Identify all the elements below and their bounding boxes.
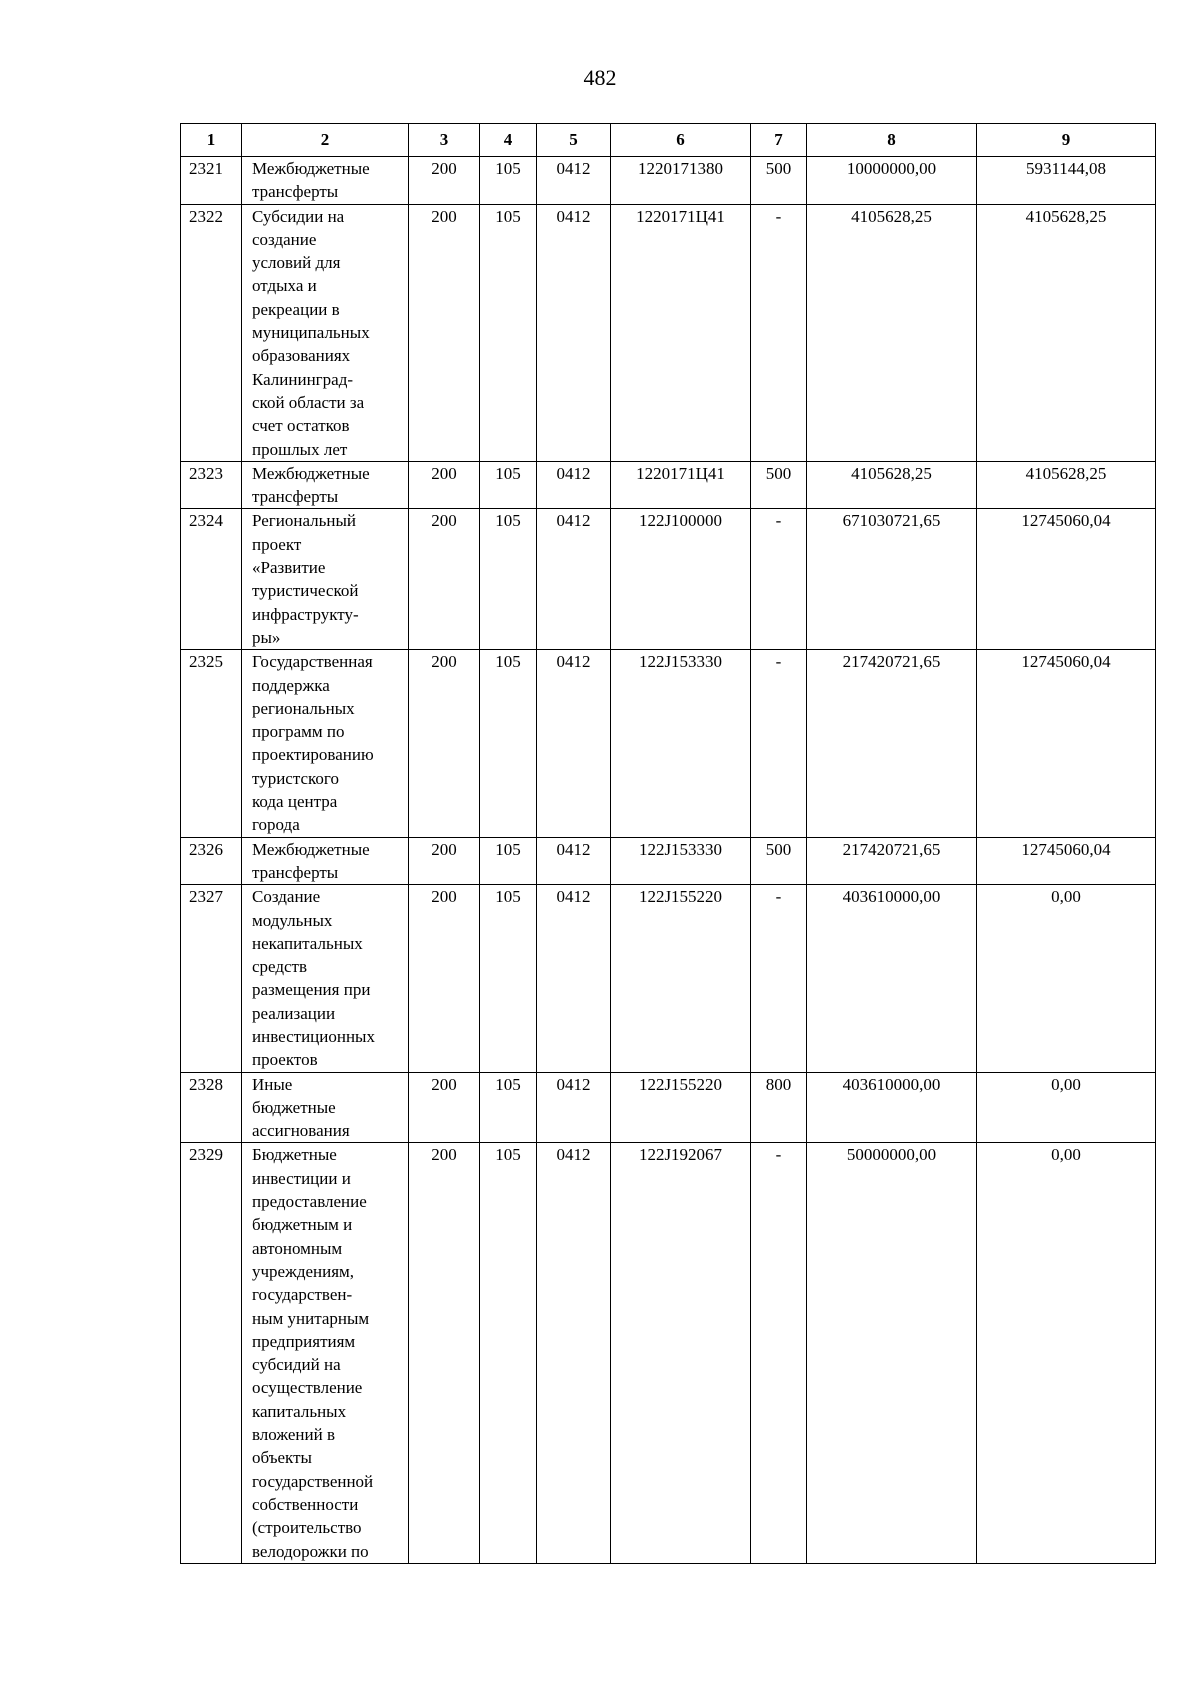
item-name-line: трансферты (252, 862, 339, 882)
header-cell-col-8: 8 (807, 124, 977, 157)
header-cell-col-3: 3 (409, 124, 480, 157)
col-5-cell: 0412 (537, 650, 611, 837)
item-name-line: ры» (252, 627, 281, 647)
col-8-cell: 10000000,00 (807, 157, 977, 205)
page-number: 482 (583, 65, 617, 90)
table-body (181, 157, 1156, 1564)
col-4-cell: 105 (480, 204, 537, 461)
row-number-cell: 2322 (181, 204, 242, 461)
item-name-line: автономным (252, 1238, 343, 1258)
col-4-cell: 105 (480, 509, 537, 650)
item-name-cell (242, 1143, 409, 1563)
col-9-cell: 5931144,08 (977, 157, 1156, 205)
header-cell-col-2: 2 (242, 124, 409, 157)
table-row (181, 837, 1156, 885)
col-4-cell: 105 (480, 1143, 537, 1563)
item-name-cell (242, 157, 409, 205)
col-7-cell: 500 (751, 837, 807, 885)
col-3-cell: 200 (409, 509, 480, 650)
col-6-cell: 1220171Ц41 (611, 461, 751, 509)
row-number-cell: 2328 (181, 1072, 242, 1143)
item-name-line: ассигнования (252, 1121, 350, 1141)
col-5-cell: 0412 (537, 1072, 611, 1143)
row-number-cell: 2326 (181, 837, 242, 885)
item-name-line: государствен- (252, 1285, 353, 1305)
item-name-line: проектированию (252, 745, 374, 765)
col-6-cell: 122J155220 (611, 885, 751, 1072)
budget-table (180, 123, 1156, 1564)
col-5-cell: 0412 (537, 509, 611, 650)
item-name-line: создание (252, 229, 317, 249)
item-name-line: Калининград- (252, 369, 354, 389)
header-cell-col-4: 4 (480, 124, 537, 157)
col-7-cell: - (751, 204, 807, 461)
item-name-line: проектов (252, 1050, 318, 1070)
col-6-cell: 1220171Ц41 (611, 204, 751, 461)
item-name-line: инвестиционных (252, 1026, 375, 1046)
col-3-cell: 200 (409, 461, 480, 509)
item-name-cell (242, 650, 409, 837)
item-name-line: прошлых лет (252, 439, 348, 459)
row-number-cell: 2327 (181, 885, 242, 1072)
header-cell-col-9: 9 (977, 124, 1156, 157)
col-7-cell: - (751, 885, 807, 1072)
item-name-line: бюджетные (252, 1097, 336, 1117)
header-cell-col-1: 1 (181, 124, 242, 157)
col-3-cell: 200 (409, 650, 480, 837)
item-name-line: модульных (252, 910, 333, 930)
item-name-line: Межбюджетные (252, 463, 370, 483)
col-8-cell: 50000000,00 (807, 1143, 977, 1563)
item-name-line: региональных (252, 698, 355, 718)
row-number-cell: 2323 (181, 461, 242, 509)
row-number-cell: 2325 (181, 650, 242, 837)
item-name-line: инвестиции и (252, 1168, 351, 1188)
item-name-line: образованиях (252, 346, 351, 366)
item-name-line: вложений в (252, 1425, 335, 1445)
item-name-line: субсидий на (252, 1355, 341, 1375)
item-name-line: Бюджетные (252, 1145, 337, 1165)
item-name-line: условий для (252, 253, 341, 273)
item-name-line: средств (252, 957, 308, 977)
table-row (181, 157, 1156, 205)
col-7-cell: - (751, 650, 807, 837)
col-8-cell: 403610000,00 (807, 885, 977, 1072)
item-name-line: капитальных (252, 1401, 347, 1421)
col-5-cell: 0412 (537, 204, 611, 461)
col-8-cell: 217420721,65 (807, 837, 977, 885)
item-name-line: предоставление (252, 1192, 367, 1212)
item-name-line: кода центра (252, 792, 338, 812)
item-name-line: Региональный (252, 511, 356, 531)
header-cell-col-6: 6 (611, 124, 751, 157)
item-name-line: Создание (252, 887, 321, 907)
col-3-cell: 200 (409, 885, 480, 1072)
col-9-cell: 12745060,04 (977, 509, 1156, 650)
table-row (181, 885, 1156, 1072)
item-name-line: поддержка (252, 675, 330, 695)
item-name-line: туристической (252, 581, 359, 601)
col-5-cell: 0412 (537, 157, 611, 205)
item-name-line: велодорожки по (252, 1541, 369, 1561)
item-name-line: учреждениям, (252, 1261, 355, 1281)
col-5-cell: 0412 (537, 885, 611, 1072)
item-name-line: инфраструкту- (252, 604, 359, 624)
col-5-cell: 0412 (537, 1143, 611, 1563)
item-name-cell (242, 509, 409, 650)
col-3-cell: 200 (409, 157, 480, 205)
item-name-cell (242, 885, 409, 1072)
item-name-line: Межбюджетные (252, 839, 370, 859)
col-6-cell: 122J155220 (611, 1072, 751, 1143)
table-row (181, 204, 1156, 461)
header-cell-col-7: 7 (751, 124, 807, 157)
item-name-line: (строительство (252, 1518, 362, 1538)
row-number-cell: 2329 (181, 1143, 242, 1563)
col-4-cell: 105 (480, 837, 537, 885)
item-name-line: бюджетным и (252, 1215, 353, 1235)
item-name-cell (242, 837, 409, 885)
row-number-cell: 2324 (181, 509, 242, 650)
item-name-line: осуществление (252, 1378, 363, 1398)
item-name-line: туристского (252, 768, 339, 788)
col-4-cell: 105 (480, 885, 537, 1072)
item-name-line: отдыха и (252, 276, 317, 296)
item-name-line: рекреации в (252, 299, 340, 319)
col-6-cell: 122J192067 (611, 1143, 751, 1563)
item-name-line: Межбюджетные (252, 159, 370, 178)
table-row (181, 650, 1156, 837)
item-name-cell (242, 1072, 409, 1143)
table-row (181, 1143, 1156, 1563)
col-8-cell: 671030721,65 (807, 509, 977, 650)
col-6-cell: 122J153330 (611, 837, 751, 885)
table-row (181, 509, 1156, 650)
item-name-line: размещения при (252, 980, 371, 1000)
col-7-cell: - (751, 509, 807, 650)
col-8-cell: 4105628,25 (807, 461, 977, 509)
item-name-line: объекты (252, 1448, 312, 1468)
item-name-line: «Развитие (252, 558, 326, 578)
item-name-line: Государственная (252, 652, 373, 672)
item-name-line: счет остатков (252, 416, 350, 436)
item-name-cell (242, 204, 409, 461)
col-3-cell: 200 (409, 204, 480, 461)
item-name-line: ным унитарным (252, 1308, 370, 1328)
table-header-row (181, 124, 1156, 157)
col-6-cell: 1220171380 (611, 157, 751, 205)
col-4-cell: 105 (480, 650, 537, 837)
item-name-line: государственной (252, 1471, 374, 1491)
col-8-cell: 4105628,25 (807, 204, 977, 461)
item-name-line: программ по (252, 722, 345, 742)
col-4-cell: 105 (480, 157, 537, 205)
col-4-cell: 105 (480, 461, 537, 509)
col-9-cell: 12745060,04 (977, 837, 1156, 885)
col-7-cell: - (751, 1143, 807, 1563)
row-number-cell: 2321 (181, 157, 242, 205)
item-name-line: предприятиям (252, 1331, 356, 1351)
col-8-cell: 217420721,65 (807, 650, 977, 837)
col-7-cell: 500 (751, 461, 807, 509)
table-row (181, 461, 1156, 509)
item-name-line: Иные (252, 1074, 293, 1094)
item-name-line: некапитальных (252, 933, 363, 953)
col-5-cell: 0412 (537, 461, 611, 509)
col-5-cell: 0412 (537, 837, 611, 885)
col-9-cell: 0,00 (977, 1143, 1156, 1563)
col-3-cell: 200 (409, 1143, 480, 1563)
col-9-cell: 12745060,04 (977, 650, 1156, 837)
col-9-cell: 4105628,25 (977, 204, 1156, 461)
col-7-cell: 500 (751, 157, 807, 205)
col-9-cell: 4105628,25 (977, 461, 1156, 509)
item-name-line: ской области за (252, 392, 365, 412)
col-9-cell: 0,00 (977, 1072, 1156, 1143)
item-name-line: собственности (252, 1494, 359, 1514)
col-7-cell: 800 (751, 1072, 807, 1143)
item-name-line: города (252, 815, 300, 835)
item-name-line: Субсидии на (252, 206, 345, 226)
item-name-line: проект (252, 534, 302, 554)
header-cell-col-5: 5 (537, 124, 611, 157)
col-9-cell: 0,00 (977, 885, 1156, 1072)
col-3-cell: 200 (409, 1072, 480, 1143)
col-3-cell: 200 (409, 837, 480, 885)
col-8-cell: 403610000,00 (807, 1072, 977, 1143)
item-name-line: реализации (252, 1003, 336, 1023)
col-6-cell: 122J100000 (611, 509, 751, 650)
col-4-cell: 105 (480, 1072, 537, 1143)
table-row (181, 1072, 1156, 1143)
item-name-cell (242, 461, 409, 509)
col-6-cell: 122J153330 (611, 650, 751, 837)
item-name-line: трансферты (252, 487, 339, 507)
item-name-line: трансферты (252, 182, 339, 202)
item-name-line: муниципальных (252, 323, 370, 343)
